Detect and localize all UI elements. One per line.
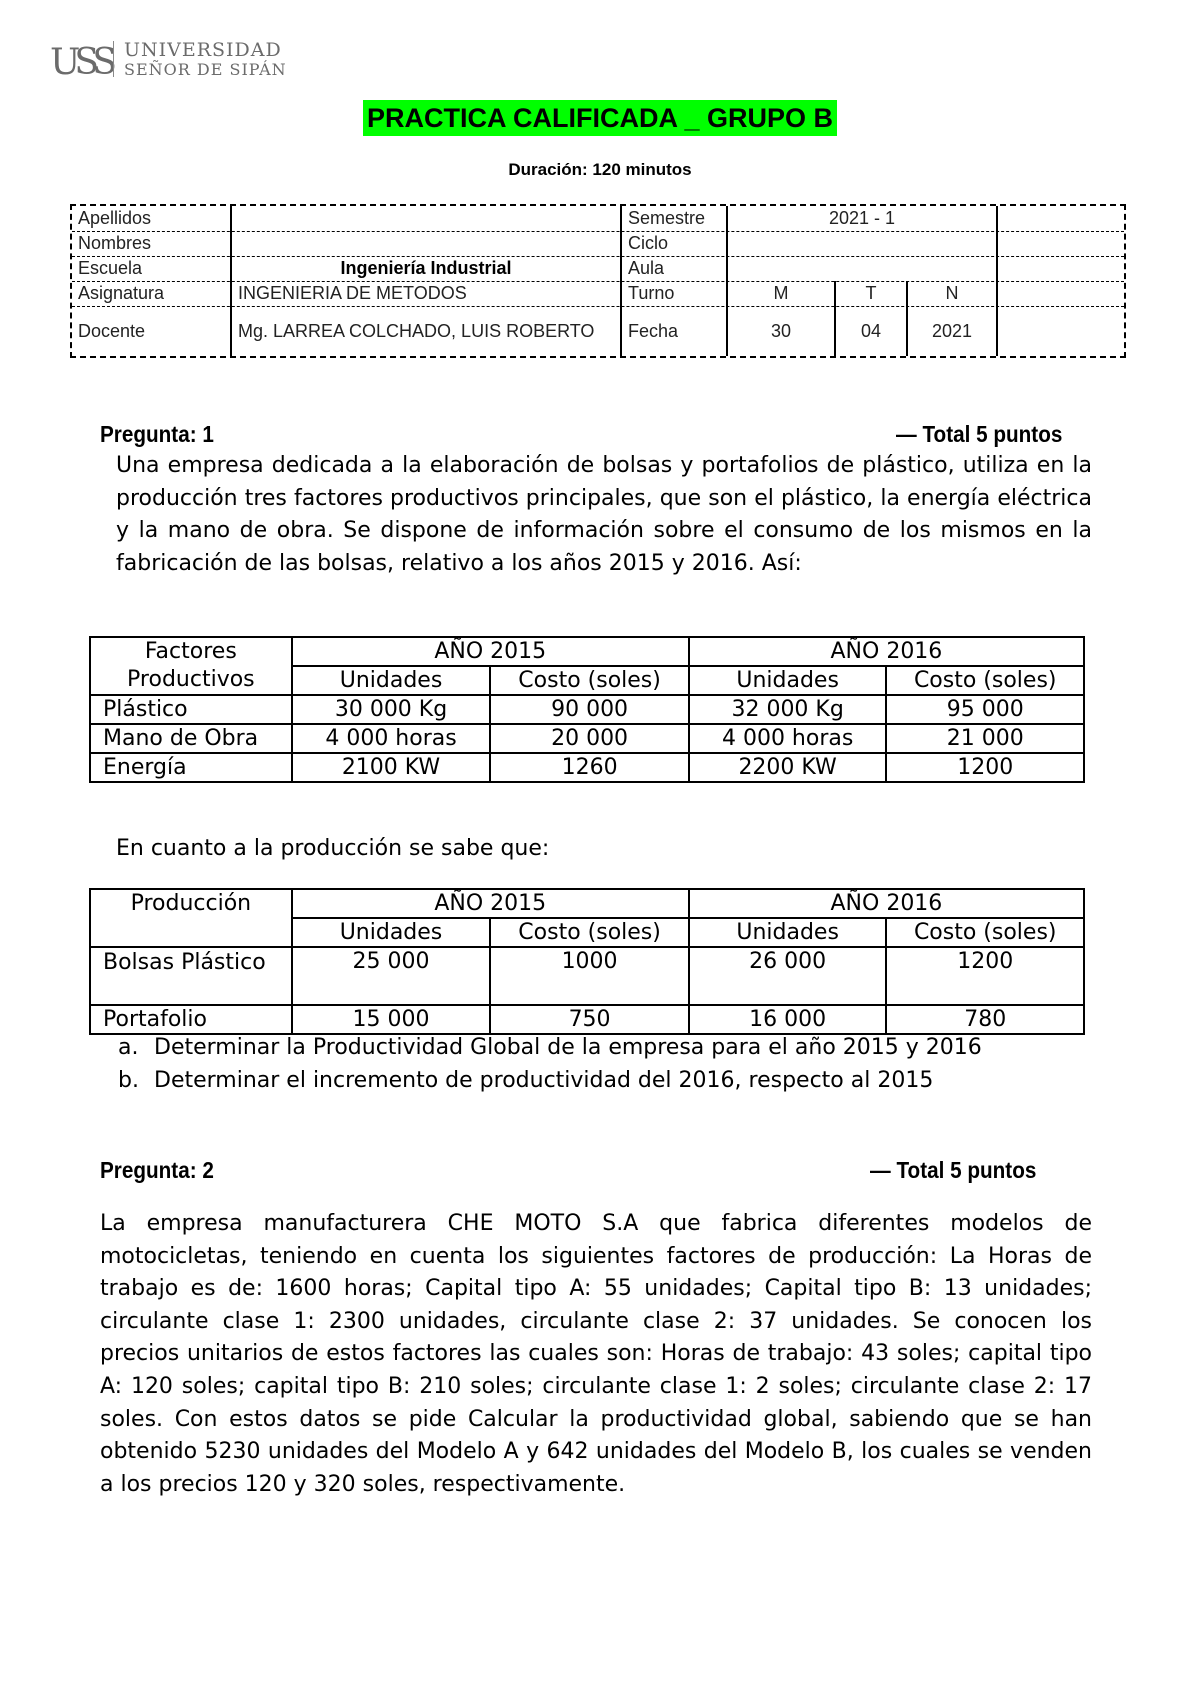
factor-cost-2016: 1200	[886, 753, 1084, 782]
factor-cost-2015: 1260	[490, 753, 689, 782]
table-row	[90, 753, 1084, 782]
semestre-value: 2021 - 1	[728, 206, 998, 231]
product-name: Bolsas Plástico	[90, 947, 292, 1005]
factors-col-cost: Costo (soles)	[490, 666, 689, 695]
factor-cost-2016: 21 000	[886, 724, 1084, 753]
factor-units-2016: 4 000 horas	[689, 724, 887, 753]
aula-label: Aula	[622, 256, 728, 281]
escuela-value: Ingeniería Industrial	[232, 256, 622, 281]
production-col-cost: Costo (soles)	[886, 918, 1084, 947]
semestre-label: Semestre	[622, 206, 728, 231]
turno-option-m[interactable]: M	[728, 281, 836, 306]
turno-label: Turno	[622, 281, 728, 306]
q1-item-b	[118, 1068, 934, 1093]
logo-line-1: UNIVERSIDAD	[124, 39, 282, 61]
factor-units-2015: 2100 KW	[292, 753, 491, 782]
q2-heading: Pregunta: 2	[100, 1157, 214, 1183]
q2-points: — Total 5 puntos	[870, 1157, 1037, 1183]
escuela-label: Escuela	[72, 256, 232, 281]
uss-logo-icon	[50, 38, 112, 83]
asignatura-value: INGENIERIA DE METODOS	[232, 281, 622, 306]
turno-option-n[interactable]: N	[908, 281, 998, 306]
factors-head-label: Factores Productivos	[90, 637, 292, 695]
factor-units-2016: 32 000 Kg	[689, 695, 887, 724]
production-year-2015: AÑO 2015	[292, 889, 689, 918]
info-row-nombres	[72, 231, 1124, 257]
product-units-2016: 26 000	[689, 947, 887, 1005]
product-units-2015: 15 000	[292, 1005, 491, 1034]
production-year-2016: AÑO 2016	[689, 889, 1084, 918]
q1-text: Una empresa dedicada a la elaboración de bolsas y portafolios de plástico, utiliza en la producción tres factores productivos principales, que son el plástico, la energía eléctrica y la mano de obra. Se dispone de información sobre el consumo de los mismos en la fabricación de las bolsas, relativo a los años 2015 y 2016. Así:	[116, 453, 1092, 576]
production-intro: En cuanto a la producción se sabe que:	[116, 836, 550, 861]
info-row-escuela	[72, 256, 1124, 282]
fecha-label: Fecha	[622, 306, 728, 356]
factors-col-cost: Costo (soles)	[886, 666, 1084, 695]
info-row-docente	[72, 306, 1124, 356]
item-marker: b.	[118, 1068, 139, 1093]
ciclo-field[interactable]	[728, 231, 998, 256]
q1-heading: Pregunta: 1	[100, 421, 214, 447]
q1-points: — Total 5 puntos	[896, 421, 1063, 447]
aula-field[interactable]	[728, 256, 998, 281]
factor-units-2016: 2200 KW	[689, 753, 887, 782]
apellidos-label: Apellidos	[72, 206, 232, 231]
table-row	[90, 695, 1084, 724]
docente-label: Docente	[72, 306, 232, 356]
product-units-2015: 25 000	[292, 947, 491, 1005]
factors-col-units: Unidades	[292, 666, 491, 695]
product-name: Portafolio	[90, 1005, 292, 1034]
factor-units-2015: 4 000 horas	[292, 724, 491, 753]
product-cost-2016: 780	[886, 1005, 1084, 1034]
fecha-day: 30	[728, 306, 836, 356]
item-text: Determinar la Productividad Global de la empresa para el año 2015 y 2016	[154, 1035, 982, 1060]
factor-cost-2015: 90 000	[490, 695, 689, 724]
factors-table	[89, 636, 1085, 783]
production-table	[89, 888, 1085, 1035]
factor-name: Mano de Obra	[90, 724, 292, 753]
info-row-asignatura	[72, 281, 1124, 307]
asignatura-label: Asignatura	[72, 281, 232, 306]
factors-col-units: Unidades	[689, 666, 887, 695]
logo-divider	[113, 41, 114, 77]
fecha-year: 2021	[908, 306, 998, 356]
turno-option-t[interactable]: T	[836, 281, 908, 306]
item-text: Determinar el incremento de productividad del 2016, respecto al 2015	[154, 1068, 934, 1093]
duration: Duración: 120 minutos	[508, 160, 692, 179]
factors-year-2016: AÑO 2016	[689, 637, 1084, 666]
apellidos-field[interactable]	[232, 206, 622, 231]
table-row	[90, 724, 1084, 753]
factor-units-2015: 30 000 Kg	[292, 695, 491, 724]
factor-name: Plástico	[90, 695, 292, 724]
title-wrap	[0, 100, 1200, 136]
product-cost-2015: 1000	[490, 947, 689, 1005]
fecha-month: 04	[836, 306, 908, 356]
product-cost-2016: 1200	[886, 947, 1084, 1005]
logo-line-2: SEÑOR DE SIPÁN	[124, 60, 287, 79]
production-col-units: Unidades	[689, 918, 887, 947]
item-marker: a.	[118, 1035, 139, 1060]
nombres-field[interactable]	[232, 231, 622, 256]
ciclo-label: Ciclo	[622, 231, 728, 256]
production-head-label: Producción	[90, 889, 292, 947]
university-logo	[50, 38, 290, 83]
table-row	[90, 1005, 1084, 1034]
production-col-cost: Costo (soles)	[490, 918, 689, 947]
factor-name: Energía	[90, 753, 292, 782]
svg-text:USS: USS	[50, 42, 112, 83]
q1-item-a	[118, 1035, 982, 1060]
product-units-2016: 16 000	[689, 1005, 887, 1034]
page-title: PRACTICA CALIFICADA _ GRUPO B	[363, 100, 837, 136]
factor-cost-2016: 95 000	[886, 695, 1084, 724]
nombres-label: Nombres	[72, 231, 232, 256]
docente-value: Mg. LARREA COLCHADO, LUIS ROBERTO	[232, 306, 622, 356]
table-row	[90, 947, 1084, 1005]
info-row-apellidos	[72, 206, 1124, 232]
factor-cost-2015: 20 000	[490, 724, 689, 753]
factors-year-2015: AÑO 2015	[292, 637, 689, 666]
q2-text: La empresa manufacturera CHE MOTO S.A que fabrica diferentes modelos de motocicletas, teniendo en cuenta los siguientes factores de producción: La Horas de trabajo es de: 1600 horas; Capital tipo A: 55 unidades; Capital tipo B: 13 unidades; circulante clase 1: 2300 unidades, circulante clase 2: 37 unidades. Se conocen los precios unitarios de estos factores las cuales son: Horas de trabajo: 43 soles; capital tipo A: 120 soles; capital tipo B: 210 soles; circulante clase 1: 2 soles; circulante clase 2: 17 soles. Con estos datos se pide Calcular la productividad global, sabiendo que se han obtenido 5230 unidades del Modelo A y 642 unidades del Modelo B, los cuales se venden a los precios 120 y 320 soles, respectivamente.	[100, 1211, 1092, 1497]
production-col-units: Unidades	[292, 918, 491, 947]
student-info-table	[70, 204, 1126, 358]
product-cost-2015: 750	[490, 1005, 689, 1034]
